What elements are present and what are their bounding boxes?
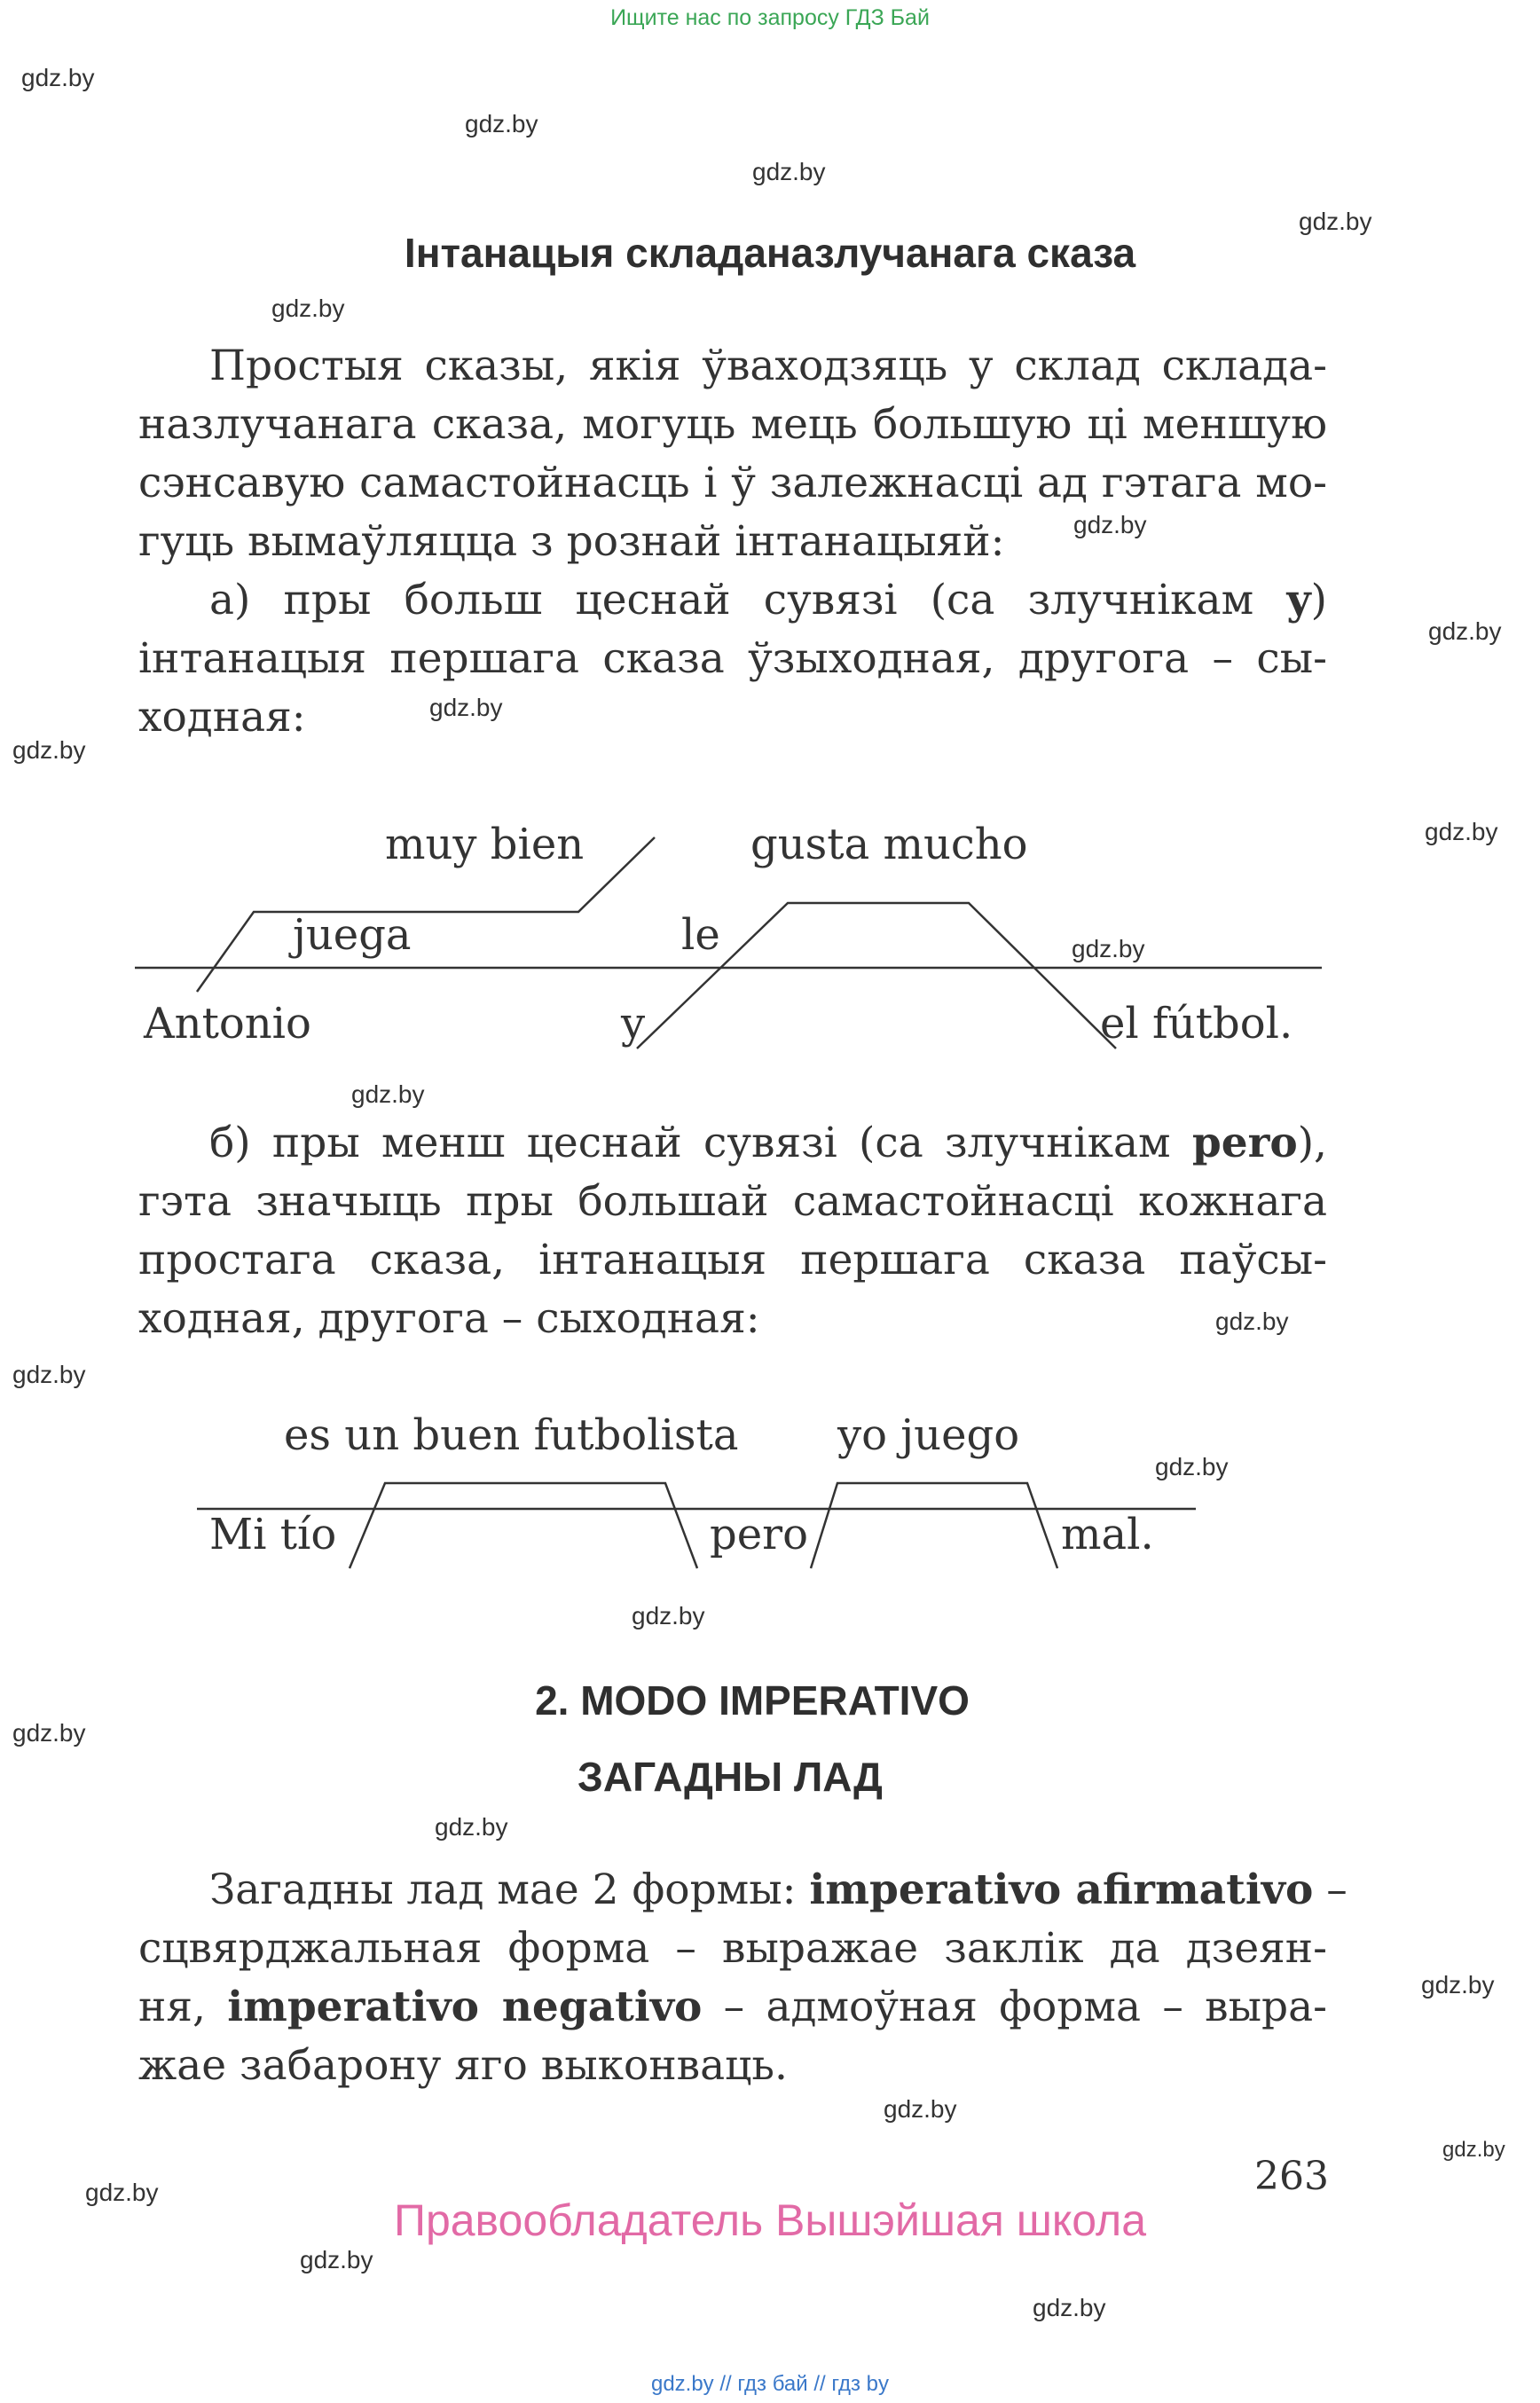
footer-links[interactable]: gdz.by // гдз бай // гдз by: [650, 2372, 890, 2396]
paragraph-line: інтанацыя першага сказа ўзыходная, другога – сы-: [138, 634, 1327, 683]
watermark: gdz.by: [300, 2246, 373, 2273]
term-bold: imperativo negativo: [227, 1983, 703, 2031]
paragraph-line: Простыя сказы, якія ўваходзяць у склад складa-: [209, 342, 1327, 390]
section2-subtitle: ЗАГАДНЫ ЛАД: [578, 1754, 883, 1800]
paragraph-line: [138, 1978, 1327, 2037]
paragraph-line: ходная:: [138, 693, 306, 742]
conjunction-bold: y: [1286, 576, 1311, 624]
paragraph-line: сэнсавую самастойнасць і ў залежнасці ад гэтага мо-: [138, 459, 1327, 507]
watermark: gdz.by: [1421, 1971, 1495, 1999]
paragraph-imperative: [138, 1861, 1348, 2095]
watermark: gdz.by: [435, 1813, 508, 1841]
conjunction-bold: pero: [1191, 1119, 1298, 1167]
watermark: gdz.by: [12, 1361, 86, 1388]
diagram-word: Antonio: [144, 999, 311, 1048]
watermark: gdz.by: [271, 294, 345, 322]
paragraph-line: гуць вымаўляцца з рознай інтанацыяй:: [138, 517, 1005, 566]
watermark: gdz.by: [1155, 1453, 1229, 1480]
section-title: Інтанацыя складаназлучанага сказа: [404, 230, 1136, 276]
watermark: gdz.by: [1428, 617, 1502, 645]
paragraph-text: ня,: [138, 1983, 228, 2031]
top-banner[interactable]: Ищите нас по запросу ГДЗ Бай: [610, 5, 930, 30]
diagram-word: Mi tío: [209, 1510, 337, 1559]
term-bold: imperativo afirmativo: [809, 1865, 1314, 1914]
watermark: gdz.by: [12, 1719, 86, 1747]
paragraph-line: гэта значыць пры большай самастойнасці кожнага: [138, 1177, 1327, 1226]
paragraph-text: ),: [1297, 1119, 1327, 1167]
paragraph-line: простага сказа, інтанацыя першага сказа паўсы-: [138, 1236, 1327, 1284]
paragraph-text: ): [1310, 576, 1327, 624]
watermark: gdz.by: [752, 158, 826, 185]
paragraph-text: Загадны лад мае 2 формы:: [209, 1865, 810, 1914]
diagram-word: juega: [293, 910, 412, 960]
watermark: gdz.by: [1073, 511, 1147, 538]
watermark: gdz.by: [351, 1080, 425, 1108]
watermark: gdz.by: [12, 736, 86, 764]
diagram-word: le: [681, 910, 720, 960]
page-number: 263: [1254, 2154, 1329, 2199]
diagram-word: mal.: [1061, 1510, 1154, 1559]
paragraph-text: – адмоўная форма – выра-: [702, 1983, 1327, 2031]
diagram-word: y: [621, 999, 646, 1048]
section2-title: 2. MODO IMPERATIVO: [535, 1677, 970, 1724]
paragraph-line: ходная, другога – сыходная:: [138, 1294, 760, 1343]
watermark: gdz.by: [1215, 1308, 1289, 1335]
paragraph-line: сцвярджальная форма – выражае заклік да дзеян-: [138, 1924, 1327, 1973]
watermark: gdz.by: [465, 110, 538, 137]
watermark: gdz.by: [21, 64, 95, 91]
watermark: gdz.by: [1442, 2138, 1505, 2162]
paragraph-text: –: [1313, 1865, 1348, 1914]
watermark: gdz.by: [429, 694, 503, 721]
watermark: gdz.by: [1425, 818, 1498, 845]
paragraph-text: а) пры больш цеснай сувязі (са злучнікам: [209, 576, 1287, 624]
falling-contour: [811, 1483, 1057, 1568]
watermark: gdz.by: [85, 2179, 159, 2206]
paragraph-line: [138, 1861, 1348, 1920]
watermark: gdz.by: [1072, 935, 1145, 962]
diagram-word: pero: [710, 1510, 808, 1559]
level-contour: [350, 1483, 697, 1568]
watermark: gdz.by: [884, 2095, 957, 2123]
diagram-word: el fútbol.: [1100, 999, 1293, 1048]
diagram-word: muy bien: [385, 820, 585, 869]
paragraph-line: жае забарону яго выконваць.: [138, 2041, 788, 2090]
copyright-notice: Правообладатель Вышэйшая школа: [394, 2195, 1146, 2245]
paragraph-text: б) пры менш цеснай сувязі (са злучнікам: [209, 1119, 1192, 1167]
diagram-word: gusta mucho: [750, 820, 1028, 869]
watermark: gdz.by: [1299, 208, 1372, 235]
paragraph-line: назлучанага сказа, могуць мець большую ці меншую: [138, 400, 1327, 449]
watermark: gdz.by: [1033, 2294, 1106, 2321]
diagram-word: es un buen futbolista: [284, 1410, 739, 1460]
diagram-word: yo juego: [837, 1410, 1020, 1460]
watermark: gdz.by: [632, 1602, 705, 1629]
